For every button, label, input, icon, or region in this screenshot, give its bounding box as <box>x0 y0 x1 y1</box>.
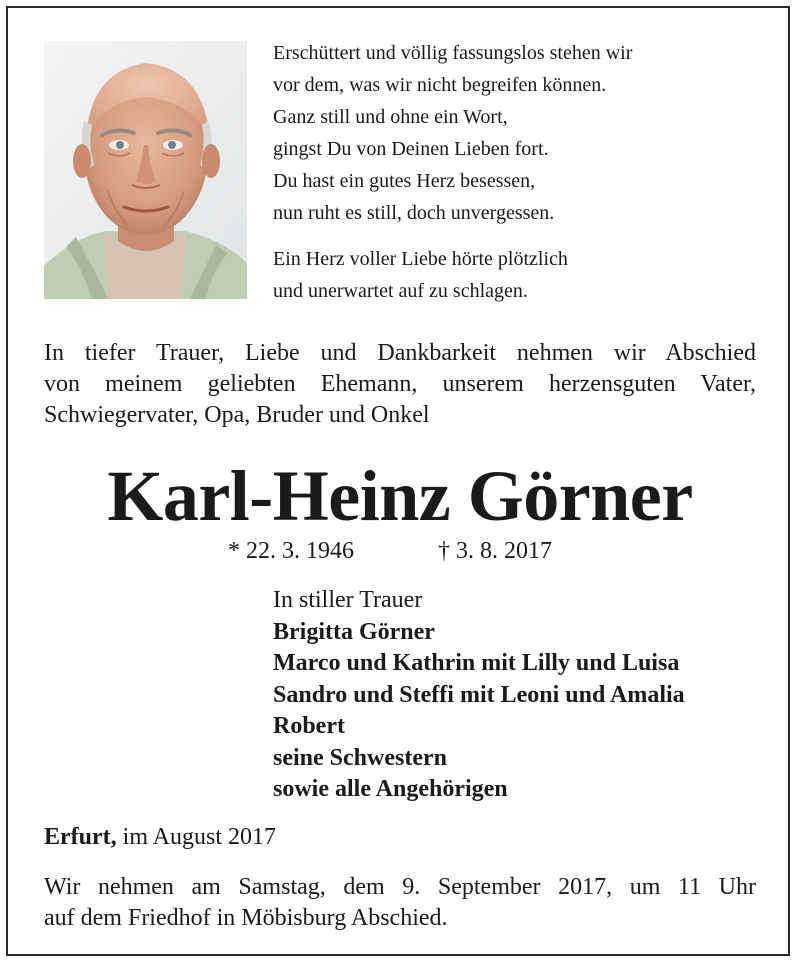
funeral-notice <box>44 872 756 934</box>
intro-text <box>44 338 756 431</box>
mourner-name: Robert <box>273 713 345 739</box>
mourner-name: sowie alle Angehörigen <box>273 776 508 802</box>
mourners-list <box>273 585 773 806</box>
stanza-gap <box>273 229 773 243</box>
funeral-line: auf dem Friedhof in Möbisburg Abschied. <box>44 905 448 931</box>
poem-line: Ein Herz voller Liebe hörte plötzlich <box>273 248 568 270</box>
place-date: im August 2017 <box>122 824 277 850</box>
poem <box>273 37 773 307</box>
birth-date: * 22. 3. 1946 <box>228 538 354 564</box>
poem-line: vor dem, was wir nicht begreifen können. <box>273 74 607 96</box>
mourner-name: Brigitta Görner <box>273 618 435 645</box>
portrait-photo <box>44 41 247 299</box>
intro-line: In tiefer Trauer, Liebe und Dankbarkeit nehmen wir Abschied <box>44 340 756 366</box>
mourner-name: seine Schwestern <box>273 744 447 771</box>
poem-line: und unerwartet auf zu schlagen. <box>273 280 528 302</box>
place-and-date <box>44 822 276 852</box>
funeral-line: Wir nehmen am Samstag, dem 9. September 2017, um 11 Uhr <box>44 874 756 900</box>
poem-line: Du hast ein gutes Herz besessen, <box>273 170 536 192</box>
intro-line: von meinem geliebten Ehemann, unserem herzensguten Vater, <box>44 371 756 397</box>
mourner-name: Marco und Kathrin mit Lilly und Luisa <box>273 650 680 676</box>
deceased-name: Karl-Heinz Görner <box>107 456 693 536</box>
poem-line: Ganz still und ohne ein Wort, <box>273 106 508 128</box>
poem-line: Erschüttert und völlig fassungslos stehen wir <box>273 42 633 64</box>
death-date: † 3. 8. 2017 <box>438 538 552 564</box>
mourner-name: Sandro und Steffi mit Leoni und Amalia <box>273 681 685 708</box>
poem-line: gingst Du von Deinen Lieben fort. <box>273 138 549 160</box>
mourners-heading: In stiller Trauer <box>273 587 423 613</box>
poem-line: nun ruht es still, doch unvergessen. <box>273 202 555 224</box>
place-city: Erfurt, <box>44 824 117 850</box>
portrait-illustration <box>44 41 247 299</box>
intro-line: Schwiegervater, Opa, Bruder und Onkel <box>44 402 430 428</box>
